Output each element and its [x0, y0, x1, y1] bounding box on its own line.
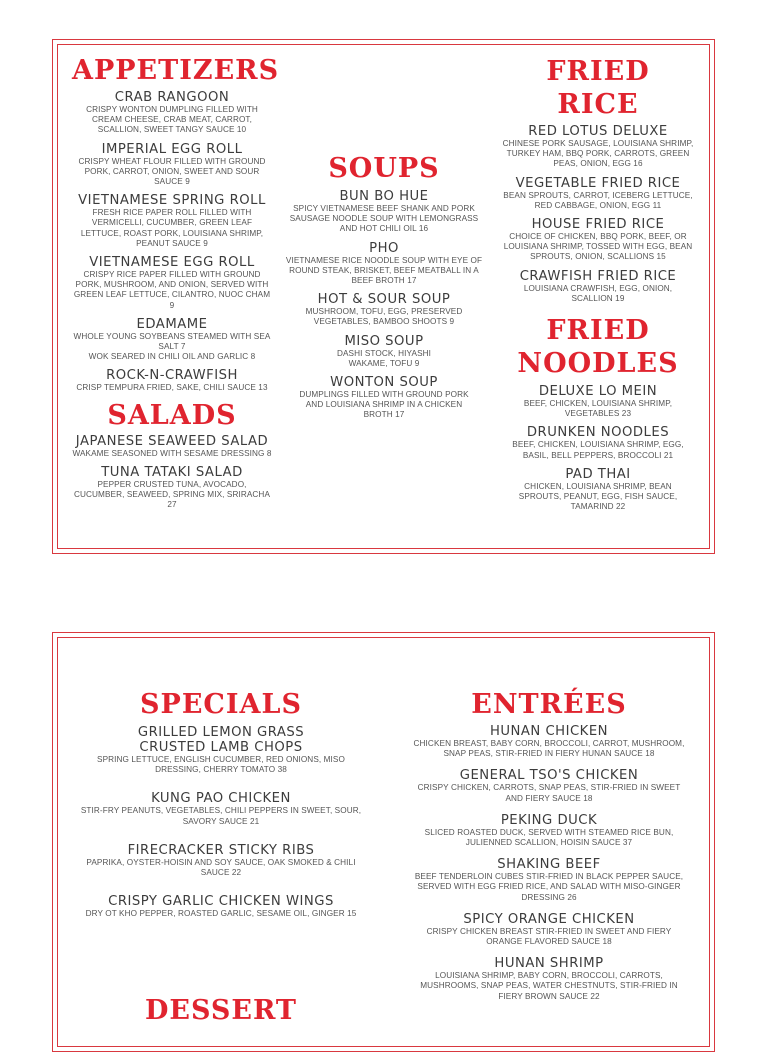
item-desc: DUMPLINGS FILLED WITH GROUND PORK AND LOUISIANA SHRIMP IN A CHICKEN BROTH 17: [299, 390, 469, 420]
menu-item: [284, 189, 484, 235]
column-fried: [500, 55, 696, 512]
item-name: EDAMAME: [136, 316, 208, 332]
item-desc: SPICY VIETNAMESE BEEF SHANK AND PORK SAUSAGE NOODLE SOUP WITH LEMONGRASS AND HOT CHILI OIL 16: [289, 204, 479, 234]
item-desc: WHOLE YOUNG SOYBEANS STEAMED WITH SEA SALT 7: [73, 331, 271, 352]
column-specials: [76, 689, 366, 1027]
item-desc: WAKAME SEASONED WITH SESAME DRESSING 8: [72, 448, 272, 458]
item-name: GENERAL TSO'S CHICKEN: [459, 768, 639, 784]
menu-item: [408, 857, 690, 903]
menu-item: [284, 292, 484, 327]
menu-item: [72, 434, 272, 459]
menu-item: [408, 912, 690, 947]
item-desc: MUSHROOM, TOFU, EGG, PRESERVED VEGETABLES, BAMBOO SHOOTS 9: [305, 307, 463, 327]
item-desc: SLICED ROASTED DUCK, SERVED WITH STEAMED RICE BUN, JULIENNED SCALLION, HOISIN SAUCE 37: [424, 827, 674, 848]
menu-item: [76, 894, 366, 919]
item-name: HOT & SOUR SOUP: [317, 292, 451, 308]
item-name: HOUSE FRIED RICE: [531, 217, 665, 233]
menu-item: [76, 791, 366, 826]
item-name: VIETNAMESE EGG ROLL: [89, 255, 255, 271]
menu-item: [72, 142, 272, 188]
item-desc: LOUISIANA CRAWFISH, EGG, ONION, SCALLION 19: [523, 283, 673, 303]
salads-heading: SALADS: [107, 399, 237, 431]
menu-card-top: [52, 39, 715, 554]
column-appetizers-salads: [72, 55, 280, 510]
item-desc: PEPPER CRUSTED TUNA, AVOCADO, CUCUMBER, SEAWEED, SPRING MIX, SRIRACHA 27: [73, 479, 271, 510]
menu-item: [284, 241, 484, 287]
item-name: IMPERIAL EGG ROLL: [101, 141, 243, 157]
item-desc: BEAN SPROUTS, CARROT, ICEBERG LETTUCE, RED CABBAGE, ONION, EGG 11: [503, 190, 693, 210]
item-desc: VIETNAMESE RICE NOODLE SOUP WITH EYE OF ROUND STEAK, BRISKET, BEEF MEATBALL IN A BEEF BROTH 17: [285, 255, 483, 286]
item-name: DRUNKEN NOODLES: [526, 425, 670, 441]
fried-rice-heading-line1: FRIED: [546, 56, 650, 87]
menu-item: [500, 176, 696, 211]
menu-item: [284, 375, 484, 421]
item-name: VEGETABLE FRIED RICE: [515, 175, 681, 191]
item-desc: CHICKEN, LOUISIANA SHRIMP, BEAN SPROUTS, PEANUT, EGG, FISH SAUCE, TAMARIND 22: [518, 481, 678, 512]
item-desc: CHINESE PORK SAUSAGE, LOUISIANA SHRIMP, TURKEY HAM, BBQ PORK, CARROTS, GREEN PEAS, ONION, EGG 16: [502, 139, 694, 169]
fried-noodles-heading-line1: FRIED: [546, 315, 650, 347]
item-name: RED LOTUS DELUXE: [528, 124, 668, 139]
item-desc: CRISPY WONTON DUMPLING FILLED WITH CREAM CHEESE, CRAB MEAT, CARROT, SCALLION, SWEET TANGY SAUCE 10: [86, 105, 258, 135]
menu-item: [76, 843, 366, 878]
fried-noodles-heading-line2: NOODLES: [517, 348, 679, 380]
menu-item: [72, 193, 272, 249]
dessert-heading: DESSERT: [144, 995, 298, 1027]
item-name: JAPANESE SEAWEED SALAD: [75, 433, 269, 449]
item-desc: CHOICE OF CHICKEN, BBQ PORK, BEEF, OR LOUISIANA SHRIMP, TOSSED WITH EGG, BEAN SPROUTS, ONION, SCALLIONS 15: [503, 232, 693, 262]
menu-item: [72, 90, 272, 136]
item-name: SPICY ORANGE CHICKEN: [463, 911, 635, 927]
item-name: CRAB RANGOON: [114, 90, 230, 105]
menu-item: [76, 725, 366, 775]
column-entrees: [408, 689, 690, 1002]
menu-item: [408, 813, 690, 848]
menu-item: [72, 317, 272, 363]
item-name: HUNAN SHRIMP: [494, 956, 604, 972]
entrees-heading: ENTRÉES: [471, 689, 627, 720]
item-desc: DASHI STOCK, HIYASHI WAKAME, TOFU 9: [336, 348, 432, 368]
item-desc-alt: WOK SEARED IN CHILI OIL AND GARLIC 8: [88, 352, 256, 362]
item-name: HUNAN CHICKEN: [489, 724, 609, 739]
item-desc: CRISPY CHICKEN BREAST STIR-FRIED IN SWEET AND FIERY ORANGE FLAVORED SAUCE 18: [426, 926, 672, 947]
specials-heading: SPECIALS: [140, 689, 302, 720]
menu-item: [500, 269, 696, 304]
item-name: ROCK-N-CRAWFISH: [106, 368, 238, 384]
item-name: CRISPY GARLIC CHICKEN WINGS: [108, 894, 334, 910]
menu-item: [408, 956, 690, 1002]
item-name: PAD THAI: [565, 466, 631, 482]
menu-item: [284, 334, 484, 369]
menu-item: [500, 425, 696, 460]
item-desc: BEEF, CHICKEN, LOUISIANA SHRIMP, EGG, BASIL, BELL PEPPERS, BROCCOLI 21: [512, 440, 684, 460]
soups-heading: SOUPS: [328, 153, 440, 184]
item-name: WONTON SOUP: [330, 375, 438, 391]
menu-item: [72, 368, 272, 393]
item-desc: CHICKEN BREAST, BABY CORN, BROCCOLI, CARROT, MUSHROOM, SNAP PEAS, STIR-FRIED IN FIERY HUNAN SAUCE 18: [413, 739, 685, 759]
item-name: DELUXE LO MEIN: [538, 384, 658, 400]
fried-rice-heading-line2: RICE: [557, 89, 639, 120]
item-name: GRILLED LEMON GRASS CRUSTED LAMB CHOPS: [137, 725, 305, 755]
item-desc: BEEF, CHICKEN, LOUISIANA SHRIMP, VEGETABLES 23: [523, 399, 673, 419]
item-desc: CRISPY WHEAT FLOUR FILLED WITH GROUND PORK, CARROT, ONION, SWEET AND SOUR SAUCE 9: [78, 156, 266, 187]
item-desc: CRISPY CHICKEN, CARROTS, SNAP PEAS, STIR-FRIED IN SWEET AND FIERY SAUCE 18: [417, 783, 681, 803]
item-desc: PAPRIKA, OYSTER-HOISIN AND SOY SAUCE, OAK SMOKED & CHILI SAUCE 22: [86, 857, 356, 878]
item-name: PHO: [369, 240, 399, 256]
menu-item: [408, 768, 690, 803]
appetizers-heading: APPETIZERS: [72, 55, 280, 86]
item-name: BUN BO HUE: [339, 189, 429, 204]
item-desc: CRISPY RICE PAPER FILLED WITH GROUND PORK, MUSHROOM, AND ONION, SERVED WITH GREEN LEAF LETTUCE, CILANTRO, NUOC CHAM 9: [73, 270, 271, 310]
menu-item: [72, 255, 272, 311]
item-desc: FRESH RICE PAPER ROLL FILLED WITH VERMICELLI, CUCUMBER, GREEN LEAF LETTUCE, ROAST PORK, LOUISIANA SHRIMP, PEANUT SAUCE 9: [80, 208, 264, 248]
item-name: PEKING DUCK: [500, 812, 598, 828]
column-soups: [284, 153, 484, 421]
menu-item: [72, 465, 272, 511]
item-desc: CRISP TEMPURA FRIED, SAKE, CHILI SAUCE 13: [76, 383, 268, 393]
item-desc: DRY OT KHO PEPPER, ROASTED GARLIC, SESAME OIL, GINGER 15: [85, 909, 357, 919]
menu-card-bottom: [52, 632, 715, 1052]
item-name: CRAWFISH FRIED RICE: [519, 268, 677, 284]
item-desc: LOUISIANA SHRIMP, BABY CORN, BROCCOLI, CARROTS, MUSHROOMS, SNAP PEAS, WATER CHESTNUTS, STIR-FRIED IN FIERY BROWN SAUCE 22: [420, 971, 678, 1001]
menu-item: [500, 384, 696, 419]
item-name: SHAKING BEEF: [497, 857, 601, 873]
menu-item: [500, 124, 696, 170]
item-desc: STIR-FRY PEANUTS, VEGETABLES, CHILI PEPPERS IN SWEET, SOUR, SAVORY SAUCE 21: [80, 806, 362, 826]
item-desc: BEEF TENDERLOIN CUBES STIR-FRIED IN BLACK PEPPER SAUCE, SERVED WITH EGG FRIED RICE, AND SALAD WITH MISO-GINGER DRESSING 26: [414, 872, 684, 902]
menu-item: [500, 467, 696, 513]
item-name: MISO SOUP: [344, 333, 424, 349]
menu-item: [408, 724, 690, 759]
item-name: TUNA TATAKI SALAD: [101, 464, 243, 480]
item-name: FIRECRACKER STICKY RIBS: [127, 842, 315, 858]
item-desc: SPRING LETTUCE, ENGLISH CUCUMBER, RED ONIONS, MISO DRESSING, CHERRY TOMATO 38: [97, 755, 345, 775]
menu-item: [500, 217, 696, 263]
item-name: VIETNAMESE SPRING ROLL: [78, 193, 266, 209]
item-name: KUNG PAO CHICKEN: [151, 791, 291, 807]
